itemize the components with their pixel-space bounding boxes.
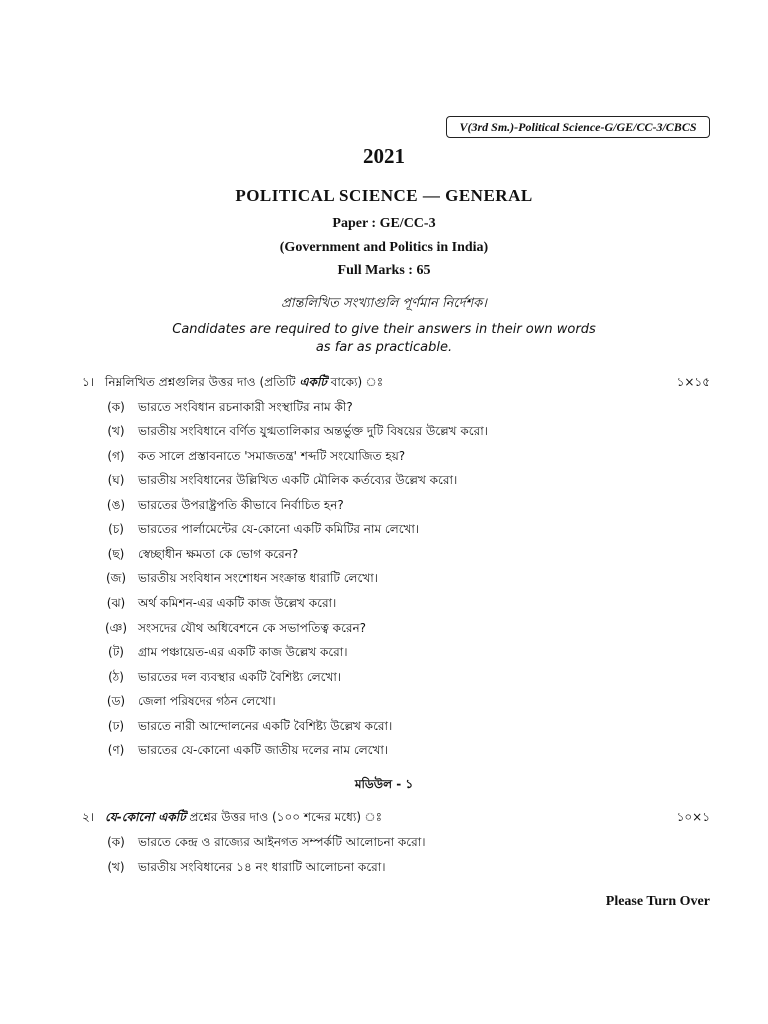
q1-item: (ছ) স্বেচ্ছাধীন ক্ষমতা কে ভোগ করেন? xyxy=(107,547,299,561)
q1-item: (চ) ভারতের পার্লামেন্টের যে-কোনো একটি কমিটির নাম লেখো। xyxy=(108,522,420,536)
q1-item: (ঙ) ভারতের উপরাষ্ট্রপতি কীভাবে নির্বাচিত হন? xyxy=(106,498,344,512)
q1-item: (ঘ) ভারতীয় সংবিধানের উল্লিখিত একটি মৌলিক কর্তব্যের উল্লেখ করো। xyxy=(107,473,458,487)
question-1-marks: ১×১৫ xyxy=(676,375,710,389)
q1-item: (ক) ভারতে সংবিধান রচনাকারী সংস্থাটির নাম কী? xyxy=(107,400,353,414)
subject-title: POLITICAL SCIENCE — GENERAL xyxy=(235,186,533,205)
exam-year: 2021 xyxy=(363,144,405,168)
q1-item: (ঞ) সংসদের যৌথ অধিবেশনে কে সভাপতিত্ব করেন? xyxy=(104,621,367,635)
question-2-text: যে-কোনো একটি প্রশ্নের উত্তর দাও (১০০ শব্দের মধ্যে) ঃ xyxy=(105,810,382,824)
q2-item: (ক) ভারতে কেন্দ্র ও রাজ্যের আইনগত সম্পর্কটি আলোচনা করো। xyxy=(107,835,426,849)
q1-item: (ড) জেলা পরিষদের গঠন লেখো। xyxy=(106,694,276,708)
q1-item: (ঠ) ভারতের দল ব্যবস্থার একটি বৈশিষ্ট্য লেখো। xyxy=(108,670,342,684)
q1-item: (গ) কত সালে প্রস্তাবনাতে 'সমাজতন্ত্র' শব্দটি সংযোজিত হয়? xyxy=(107,449,406,463)
question-1-number: ১। xyxy=(82,375,95,389)
q1-item: (ঢ) ভারতে নারী আন্দোলনের একটি বৈশিষ্ট্য উল্লেখ করো। xyxy=(107,719,393,733)
instructions xyxy=(0,321,768,357)
q1-item: (ণ) ভারতের যে-কোনো একটি জাতীয় দলের নাম লেখো। xyxy=(107,743,389,757)
module-heading: মডিউল - ১ xyxy=(354,777,414,791)
q2-item: (খ) ভারতীয় সংবিধানের ১৪ নং ধারাটি আলোচনা করো। xyxy=(107,860,386,874)
margin-note: প্রান্তলিখিত সংখ্যাগুলি পূর্ণমান নির্দেশক। xyxy=(281,296,487,311)
question-1 xyxy=(0,374,768,394)
instruction-line-1: Candidates are required to give their answers in their own words xyxy=(172,322,596,337)
question-2-number: ২। xyxy=(82,810,95,824)
question-1-text: নিম্নলিখিত প্রশ্নগুলির উত্তর দাও (প্রতিটি একটি বাক্যে) ঃ xyxy=(105,375,384,389)
q1-item: (ট) গ্রাম পঞ্চায়েত-এর একটি কাজ উল্লেখ করো। xyxy=(108,645,348,659)
paper-code: Paper : GE/CC-3 xyxy=(332,216,436,231)
paper-topic: (Government and Politics in India) xyxy=(279,240,489,255)
please-turn-over: Please Turn Over xyxy=(605,894,710,909)
q1-item: (ঝ) অর্থ কমিশন-এর একটি কাজ উল্লেখ করো। xyxy=(106,596,337,610)
question-2 xyxy=(0,809,768,829)
question-2-marks: ১০×১ xyxy=(676,810,710,824)
full-marks: Full Marks : 65 xyxy=(337,263,431,278)
q1-item: (জ) ভারতীয় সংবিধান সংশোধন সংক্রান্ত ধারাটি লেখো। xyxy=(105,571,378,585)
paper-code-box: V(3rd Sm.)-Political Science-G/GE/CC-3/CBCS xyxy=(446,116,710,138)
instruction-line-2: as far as practicable. xyxy=(315,340,453,355)
q1-item: (খ) ভারতীয় সংবিধানে বর্ণিত যুগ্মতালিকার অন্তর্ভুক্ত দুটি বিষয়ের উল্লেখ করো। xyxy=(107,424,488,438)
